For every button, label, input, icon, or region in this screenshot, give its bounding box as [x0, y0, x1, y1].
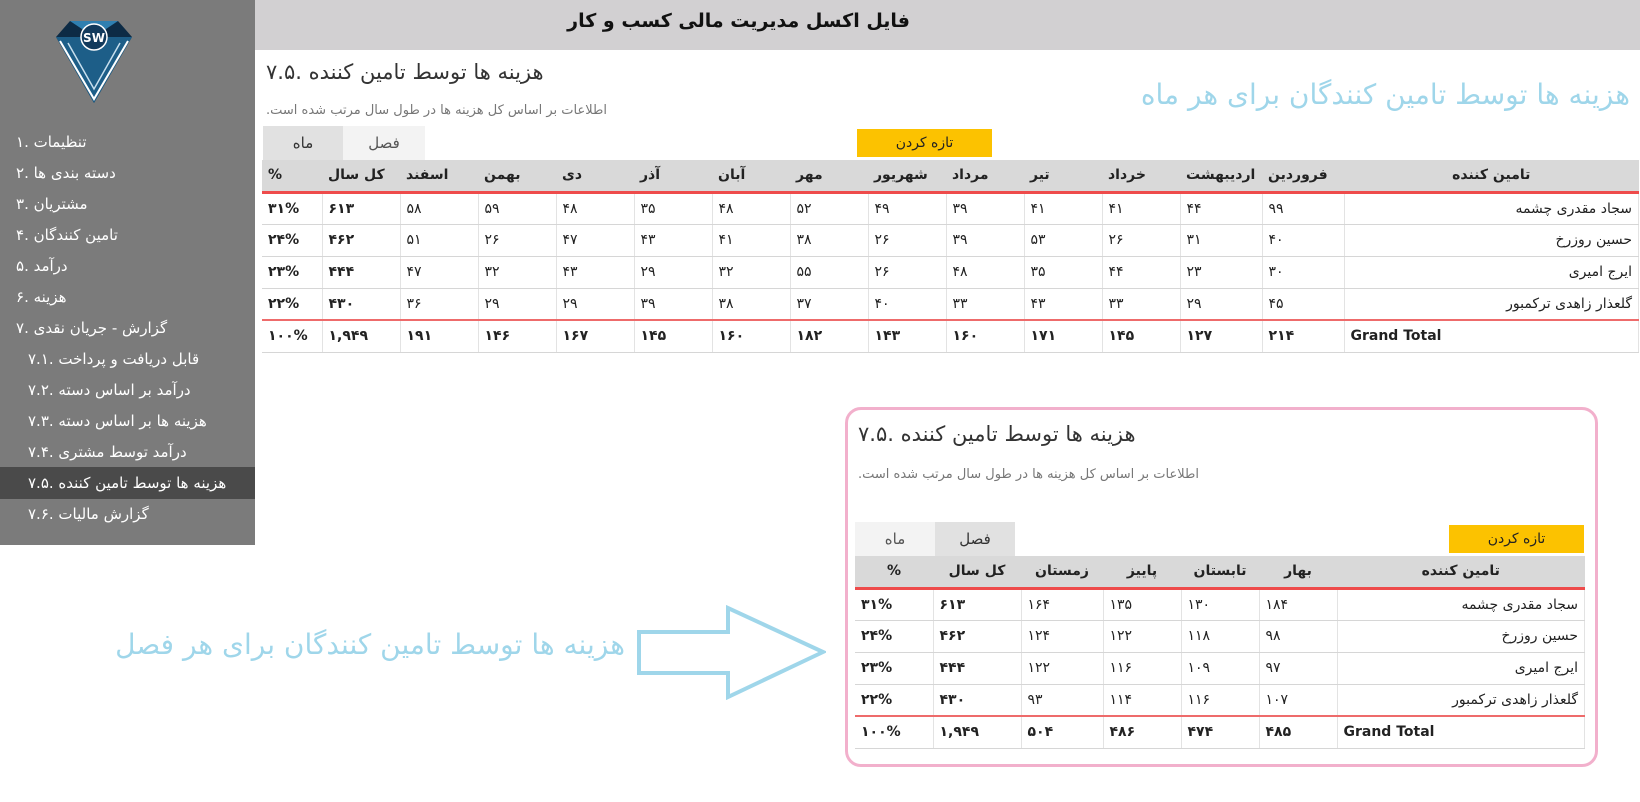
- cell-value: ۴۴: [1102, 256, 1180, 288]
- cell-value: ۹۸: [1259, 620, 1337, 652]
- table-row: [855, 684, 1585, 716]
- cell-value: ۴۸۵: [1259, 716, 1337, 748]
- cell-value: ۳۶: [400, 288, 478, 320]
- cell-year-total: ۴۶۲: [933, 620, 1021, 652]
- cell-grand-total-label: Grand Total: [1337, 716, 1585, 748]
- grand-total-row: [855, 716, 1585, 748]
- cell-value: ۳۸: [790, 224, 868, 256]
- column-header[interactable]: %: [855, 556, 933, 588]
- table-row: [262, 224, 1639, 256]
- cell-value: ۳۲: [712, 256, 790, 288]
- table-header-row: [262, 160, 1639, 192]
- column-header[interactable]: آبان: [712, 160, 790, 192]
- column-header[interactable]: مرداد: [946, 160, 1024, 192]
- cell-value: ۱۱۶: [1103, 652, 1181, 684]
- cell-value: ۲۶: [1102, 224, 1180, 256]
- cell-value: ۱۶۰: [712, 320, 790, 352]
- cell-value: ۲۹: [1180, 288, 1262, 320]
- tab-month[interactable]: ماه: [263, 126, 343, 160]
- cell-value: ۱۴۵: [634, 320, 712, 352]
- sidebar-item-income-by-customer[interactable]: درآمد توسط مشتری .۷.۴: [28, 443, 187, 461]
- app-header: [255, 0, 1640, 50]
- sidebar-item-expenses-by-supplier[interactable]: هزینه ها توسط تامین کننده .۷.۵: [0, 467, 255, 499]
- cell-supplier-name: گلعذار زاهدی ترکمبور: [1337, 684, 1585, 716]
- tab-season[interactable]: فصل: [343, 126, 425, 160]
- sidebar-item-cashflow-report[interactable]: گزارش - جریان نقدی .۷: [16, 319, 168, 337]
- cell-value: ۴۰: [1262, 224, 1344, 256]
- cell-percent: ۱۰۰%: [262, 320, 322, 352]
- page-subtitle: اطلاعات بر اساس کل هزینه ها در طول سال مرتب شده است.: [266, 103, 607, 118]
- cell-value: ۳۹: [634, 288, 712, 320]
- cell-value: ۴۹: [868, 192, 946, 224]
- sidebar-item-income-by-category[interactable]: درآمد بر اساس دسته .۷.۲: [28, 381, 191, 399]
- cell-value: ۹۷: [1259, 652, 1337, 684]
- cell-value: ۴۳: [634, 224, 712, 256]
- cell-value: ۵۹: [478, 192, 556, 224]
- cell-supplier-name: حسین روزرخ: [1344, 224, 1639, 256]
- cell-value: ۳۸: [712, 288, 790, 320]
- cell-value: ۱۲۲: [1021, 652, 1103, 684]
- column-header[interactable]: بهار: [1259, 556, 1337, 588]
- column-header[interactable]: تامین کننده: [1344, 160, 1639, 192]
- cell-value: ۳۰: [1262, 256, 1344, 288]
- cell-value: ۱۸۲: [790, 320, 868, 352]
- monthly-pivot-table: [262, 160, 1639, 353]
- cell-supplier-name: ایرج امیری: [1337, 652, 1585, 684]
- cell-year-total: ۶۱۳: [322, 192, 400, 224]
- cell-grand-total-label: Grand Total: [1344, 320, 1639, 352]
- table-row: [855, 652, 1585, 684]
- cell-value: ۵۱: [400, 224, 478, 256]
- sidebar-item-customers[interactable]: مشتریان .۳: [16, 195, 88, 213]
- cell-value: ۱۰۹: [1181, 652, 1259, 684]
- cell-percent: ۲۳%: [262, 256, 322, 288]
- cell-year-total: ۴۳۰: [322, 288, 400, 320]
- cell-percent: ۲۴%: [855, 620, 933, 652]
- cell-value: ۳۹: [946, 224, 1024, 256]
- column-header[interactable]: دی: [556, 160, 634, 192]
- cell-value: ۱۷۱: [1024, 320, 1102, 352]
- cell-value: ۱۰۷: [1259, 684, 1337, 716]
- sidebar-item-categories[interactable]: دسته بندی ها .۲: [16, 164, 116, 182]
- cell-value: ۴۸۶: [1103, 716, 1181, 748]
- cell-value: ۴۷: [556, 224, 634, 256]
- page-title: هزینه ها توسط تامین کننده .۷.۵: [266, 60, 544, 84]
- page-title: هزینه ها توسط تامین کننده .۷.۵: [858, 422, 1136, 446]
- arrow-right-icon: [636, 605, 826, 700]
- cell-value: ۴۱: [1024, 192, 1102, 224]
- seasonal-pivot-table: [855, 556, 1585, 749]
- cell-value: ۵۸: [400, 192, 478, 224]
- cell-value: ۱۱۸: [1181, 620, 1259, 652]
- column-header[interactable]: مهر: [790, 160, 868, 192]
- cell-value: ۲۶: [868, 256, 946, 288]
- grand-total-row: [262, 320, 1639, 352]
- cell-value: ۴۱: [712, 224, 790, 256]
- svg-text:SW: SW: [83, 31, 105, 45]
- column-header[interactable]: تابستان: [1181, 556, 1259, 588]
- cell-value: ۴۵: [1262, 288, 1344, 320]
- page-subtitle: اطلاعات بر اساس کل هزینه ها در طول سال مرتب شده است.: [858, 467, 1199, 482]
- cell-value: ۱۴۶: [478, 320, 556, 352]
- cell-value: ۱۴۵: [1102, 320, 1180, 352]
- cell-value: ۴۷۴: [1181, 716, 1259, 748]
- table-header-row: [855, 556, 1585, 588]
- table-row: [855, 620, 1585, 652]
- cell-year-total: ۱,۹۴۹: [322, 320, 400, 352]
- cell-supplier-name: سجاد مقدری چشمه: [1337, 588, 1585, 620]
- cell-percent: ۱۰۰%: [855, 716, 933, 748]
- sidebar: [0, 0, 255, 545]
- tab-season[interactable]: فصل: [935, 522, 1015, 556]
- sidebar-item-expenses[interactable]: هزینه .۶: [16, 288, 67, 306]
- cell-percent: ۲۲%: [262, 288, 322, 320]
- cell-value: ۵۵: [790, 256, 868, 288]
- cell-year-total: ۴۳۰: [933, 684, 1021, 716]
- cell-value: ۲۱۴: [1262, 320, 1344, 352]
- cell-value: ۹۹: [1262, 192, 1344, 224]
- cell-value: ۳۵: [1024, 256, 1102, 288]
- cell-value: ۵۰۴: [1021, 716, 1103, 748]
- cell-value: ۲۹: [556, 288, 634, 320]
- cell-value: ۱۲۲: [1103, 620, 1181, 652]
- cell-value: ۳۱: [1180, 224, 1262, 256]
- column-header[interactable]: %: [262, 160, 322, 192]
- cell-value: ۴۸: [712, 192, 790, 224]
- cell-value: ۲۶: [478, 224, 556, 256]
- column-header[interactable]: زمستان: [1021, 556, 1103, 588]
- column-header[interactable]: خرداد: [1102, 160, 1180, 192]
- cell-value: ۱۱۶: [1181, 684, 1259, 716]
- cell-value: ۹۳: [1021, 684, 1103, 716]
- refresh-button[interactable]: تازه کردن: [857, 129, 992, 157]
- column-header[interactable]: کل سال: [933, 556, 1021, 588]
- cell-value: ۱۳۵: [1103, 588, 1181, 620]
- cell-percent: ۲۲%: [855, 684, 933, 716]
- cell-percent: ۲۴%: [262, 224, 322, 256]
- cell-value: ۱۳۰: [1181, 588, 1259, 620]
- column-header[interactable]: آذر: [634, 160, 712, 192]
- sidebar-item-expenses-by-category[interactable]: هزینه ها بر اساس دسته .۷.۳: [28, 412, 207, 430]
- cell-value: ۳۹: [946, 192, 1024, 224]
- sidebar-item-tax-report[interactable]: گزارش مالیات .۷.۶: [28, 505, 149, 523]
- cell-supplier-name: گلعذار زاهدی ترکمبور: [1344, 288, 1639, 320]
- seasonal-annotation: هزینه ها توسط تامین کنندگان برای هر فصل: [115, 628, 625, 661]
- cell-value: ۴۱: [1102, 192, 1180, 224]
- cell-value: ۴۳: [556, 256, 634, 288]
- table-row: [855, 588, 1585, 620]
- cell-value: ۳۳: [1102, 288, 1180, 320]
- cell-value: ۵۲: [790, 192, 868, 224]
- cell-value: ۳۲: [478, 256, 556, 288]
- cell-value: ۲۳: [1180, 256, 1262, 288]
- cell-value: ۱۲۷: [1180, 320, 1262, 352]
- cell-value: ۵۳: [1024, 224, 1102, 256]
- cell-value: ۱۶۰: [946, 320, 1024, 352]
- cell-year-total: ۶۱۳: [933, 588, 1021, 620]
- app-title: فایل اکسل مدیریت مالی کسب و کار: [567, 10, 910, 32]
- cell-supplier-name: حسین روزرخ: [1337, 620, 1585, 652]
- column-header[interactable]: بهمن: [478, 160, 556, 192]
- column-header[interactable]: شهریور: [868, 160, 946, 192]
- cell-value: ۲۹: [478, 288, 556, 320]
- table-row: [262, 288, 1639, 320]
- cell-value: ۲۶: [868, 224, 946, 256]
- cell-year-total: ۴۶۲: [322, 224, 400, 256]
- cell-value: ۳۳: [946, 288, 1024, 320]
- sidebar-item-receivable-payable[interactable]: قابل دریافت و پرداخت .۷.۱: [28, 350, 200, 368]
- cell-supplier-name: ایرج امیری: [1344, 256, 1639, 288]
- refresh-button[interactable]: تازه کردن: [1449, 525, 1584, 553]
- column-header[interactable]: فروردین: [1262, 160, 1344, 192]
- cell-value: ۳۷: [790, 288, 868, 320]
- table-row: [262, 192, 1639, 224]
- cell-year-total: ۴۴۴: [933, 652, 1021, 684]
- cell-value: ۴۴: [1180, 192, 1262, 224]
- cell-value: ۴۷: [400, 256, 478, 288]
- diamond-logo-icon: [48, 15, 140, 110]
- sidebar-item-suppliers[interactable]: تامین کنندگان .۴: [16, 226, 118, 244]
- sidebar-item-income[interactable]: درآمد .۵: [16, 257, 68, 275]
- cell-value: ۱۹۱: [400, 320, 478, 352]
- monthly-annotation: هزینه ها توسط تامین کنندگان برای هر ماه: [1140, 78, 1630, 111]
- cell-supplier-name: سجاد مقدری چشمه: [1344, 192, 1639, 224]
- cell-year-total: ۱,۹۴۹: [933, 716, 1021, 748]
- cell-value: ۴۰: [868, 288, 946, 320]
- cell-value: ۴۳: [1024, 288, 1102, 320]
- tab-month[interactable]: ماه: [855, 522, 935, 556]
- cell-value: ۳۵: [634, 192, 712, 224]
- cell-percent: ۳۱%: [855, 588, 933, 620]
- column-header[interactable]: کل سال: [322, 160, 400, 192]
- cell-value: ۲۹: [634, 256, 712, 288]
- cell-percent: ۳۱%: [262, 192, 322, 224]
- cell-value: ۱۶۷: [556, 320, 634, 352]
- table-row: [262, 256, 1639, 288]
- cell-percent: ۲۳%: [855, 652, 933, 684]
- sidebar-item-settings[interactable]: تنظیمات .۱: [16, 133, 87, 151]
- column-header[interactable]: پاییز: [1103, 556, 1181, 588]
- column-header[interactable]: تیر: [1024, 160, 1102, 192]
- column-header[interactable]: تامین کننده: [1337, 556, 1585, 588]
- seasonal-report-frame: [845, 407, 1598, 767]
- cell-value: ۱۲۴: [1021, 620, 1103, 652]
- cell-value: ۴۸: [556, 192, 634, 224]
- column-header[interactable]: اردیبهشت: [1180, 160, 1262, 192]
- cell-year-total: ۴۴۴: [322, 256, 400, 288]
- cell-value: ۱۱۴: [1103, 684, 1181, 716]
- cell-value: ۱۶۴: [1021, 588, 1103, 620]
- column-header[interactable]: اسفند: [400, 160, 478, 192]
- cell-value: ۴۸: [946, 256, 1024, 288]
- cell-value: ۱۸۴: [1259, 588, 1337, 620]
- cell-value: ۱۴۳: [868, 320, 946, 352]
